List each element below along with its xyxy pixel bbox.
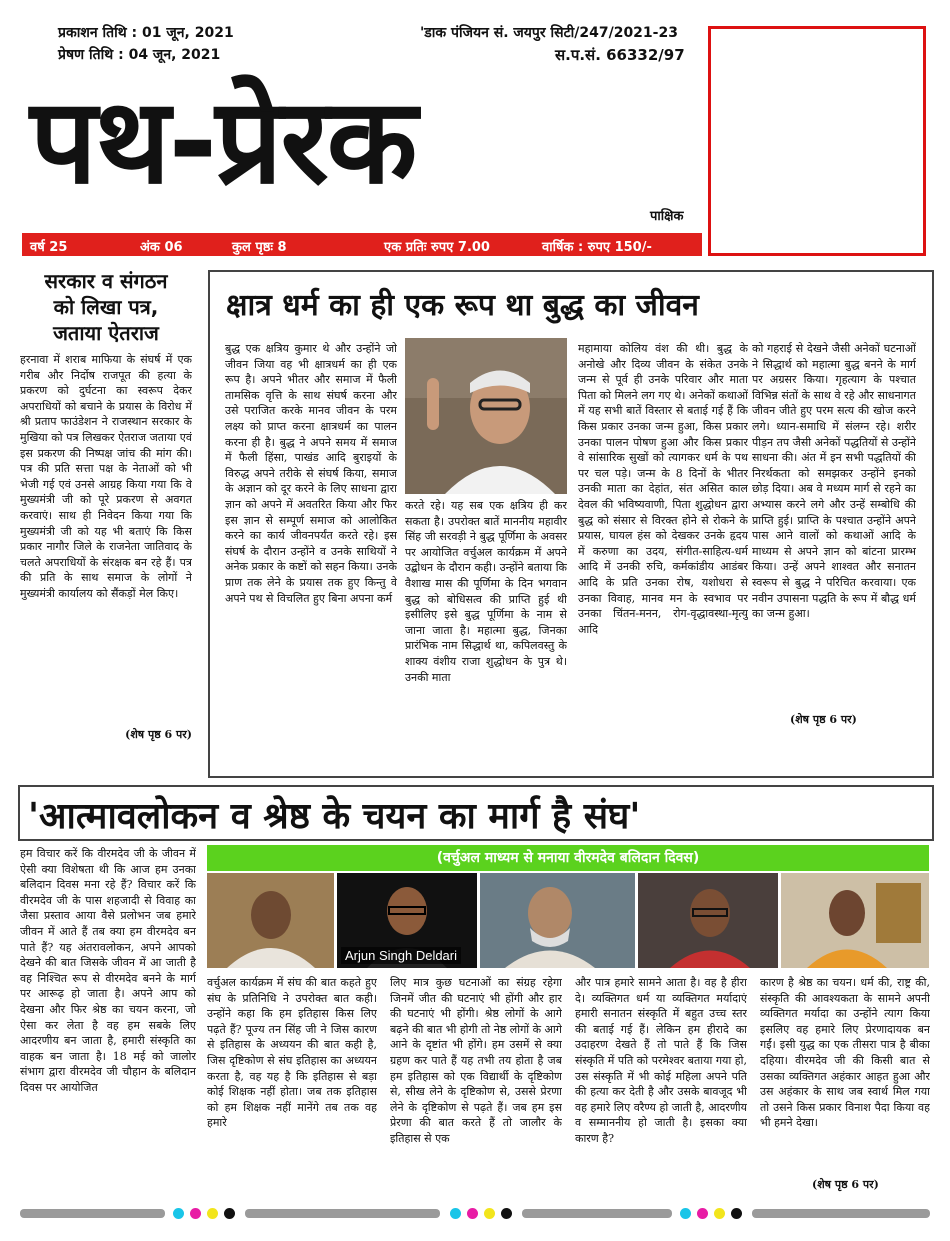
participant-photo-1 bbox=[207, 873, 334, 968]
event-banner: (वर्चुअल माध्यम से मनाया वीरमदेव बलिदान दिवस) bbox=[207, 845, 929, 871]
sps-number: स.प.सं. 66332/97 bbox=[555, 46, 685, 64]
masthead: पथ-प्रेरक bbox=[30, 72, 416, 210]
article-sangh-col2: वर्चुअल कार्यक्रम में संघ की बात कहते हुए संघ के प्रतिनिधि ने उपरोक्त बात कही। उन्होंने कहा कि हम इतिहास किस लिए पढ़ते हैं? पूज्य तन सिंह जी ने जिस कारण से इतिहास के अध्ययन की बात कही है, जिस दृष्टिकोण से संघ इतिहास का अध्ययन करता है, वह यह है कि इतिहास से बड़ा कोई शिक्षक नहीं होता। जब तक इतिहास को हम शिक्षक नहीं मानेंगे तब तक वह हमारे bbox=[207, 976, 377, 1130]
participant-photo-1-illustration bbox=[207, 873, 334, 968]
registration-dot-cyan-2 bbox=[450, 1208, 461, 1219]
publication-date: प्रकाशन तिथि : 01 जून, 2021 bbox=[58, 25, 234, 41]
article-sangh-continued: (शेष पृष्ठ 6 पर) bbox=[812, 1178, 879, 1191]
participant-photo-4 bbox=[638, 873, 778, 968]
sidebar-title-line1: सरकार व संगठन bbox=[44, 269, 168, 293]
annual-label: वार्षिक : रुपए 150/- bbox=[542, 240, 652, 255]
registration-dot-cyan-3 bbox=[680, 1208, 691, 1219]
participant-photo-5-illustration bbox=[781, 873, 929, 968]
article-sangh-col4: और पात्र हमारे सामने आता है। वह है हीरा दे। व्यक्तिगत धर्म या व्यक्तिगत मर्यादाएं हमारी सनातन संस्कृति में बहुत उच्च स्तर की बताई गई हैं। लेकिन हम हीरादे का उदाहरण देखते हैं तो पाते हैं कि जिस संस्कृति में पति को परमेश्वर बताया गया हो, उस संस्कृति में भी कोई महिला अपने पति की हत्या कर देती है और उसके बावजूद भी वह हमारे लिए वरैण्य हो जाती है, आदरणीय व सम्माननीय हो जाती है। इसका क्या कारण है? bbox=[575, 976, 747, 1145]
registration-dot-magenta-2 bbox=[467, 1208, 478, 1219]
article-buddha-headline: क्षात्र धर्म का ही एक रूप था बुद्ध का जीवन bbox=[226, 288, 699, 323]
registration-dot-yellow-3 bbox=[714, 1208, 725, 1219]
sidebar-body: हरनावा में शराब माफिया के संघर्ष में एक गरीब और निर्दोष राजपूत की हत्या के प्रकरण को दुर्घटना का स्वरूप देकर अपराधियों को बचाने के प्रयास के विरोध में श्री प्रताप फाउंडेशन ने राजस्थान सरकार के मुखिया को पत्र लिखकर ऐतराज जताया एवं इस प्रकरण की निष्पक्ष जांच की मांग की। पत्र की प्रति सत्ता पक्ष के नेताओं को भी भेजी गई एवं उनसे आग्रह किया गया कि वे मुख्यमंत्री जी को पूरे प्रकरण से अवगत करवाएं। साथ ही निवेदन किया गया कि मुख्यमंत्री जी को यह भी बताएं कि किस प्रकार नागौर जिले के राजनेता जातिवाद के चलते अपराधियों के संरक्षक बन रहे हैं। पत्र की प्रति के साथ समाज के लोगों ने मुख्यमंत्री कार्यालय को सैंकड़ों मेल किए। bbox=[20, 353, 192, 600]
price-label: एक प्रतिः रुपए 7.00 bbox=[384, 240, 490, 255]
year-label: वर्ष 25 bbox=[30, 240, 68, 255]
article-sangh-headline: 'आत्मावलोकन व श्रेष्ठ के चयन का मार्ग है संघ' bbox=[28, 796, 641, 837]
article-sangh-col1: हम विचार करें कि वीरमदेव जी के जीवन में ऐसी क्या विशेषता थी कि आज हम उनका बलिदान दिवस मना रहे हैं? विचार करें कि वीरमदेव जी के पास शहजादी से विवाह का जैसा प्रस्ताव आया वैसे प्रलोभन जब हमारे जीवन में आते हैं तब क्या हम वीरमदेव बन पाते हैं? यह अंतरावलोकन, अपने आपको देखने की बात जिसके जीवन में आ जाती है वह निश्चित रूप से वीरमदेव बनने के मार्ग पर आरूढ़ हो जाता है। अपने आप को देखना और फिर श्रेष्ठ का चयन करना, जो ऐसा कर लेता है वह हम सबके लिए आदरणीय बन जाता है, हमारी संस्कृति का वाहक बन जाता है। 18 मई को जालोर संभाग द्वारा वीरमदेव जी चौहान के बलिदान दिवस पर आयोजित bbox=[20, 847, 196, 1094]
sidebar-continued: (शेष पृष्ठ 6 पर) bbox=[125, 728, 192, 741]
article-sangh-col3: लिए मात्र कुछ घटनाओं का संग्रह रहेगा जिनमें जीत की घटनाएं भी होंगी और हार की घटनाएं भी होंगी। श्रेष्ठ लोगों के आगे बढ़ने की बात भी होगी तो नेष्ठ लोगों के आगे आने के दृष्टांत भी होंगे। हम उसमें से क्या ग्रहण कर पाते हैं यह तभी तय होता है जब हम इतिहास को एक विद्यार्थी के दृष्टिकोण से, सीख लेने के दृष्टिकोण से, उससे प्रेरणा लेने के दृष्टिकोण से पढ़ते हैं। जब हम इस प्रेरणा की बात करते हैं तो जालौर के इतिहास से एक bbox=[390, 976, 562, 1145]
registration-dot-yellow-2 bbox=[484, 1208, 495, 1219]
sidebar-title-line3: जताया ऐतराज bbox=[53, 321, 159, 345]
registration-dot-magenta-3 bbox=[697, 1208, 708, 1219]
print-strip-mid1 bbox=[245, 1209, 440, 1218]
frequency-label: पाक्षिक bbox=[650, 209, 684, 224]
article-buddha-continued: (शेष पृष्ठ 6 पर) bbox=[790, 713, 857, 726]
sidebar-title-line2: को लिखा पत्र, bbox=[53, 295, 159, 319]
issue-label: अंक 06 bbox=[140, 240, 183, 255]
registration-dot-cyan bbox=[173, 1208, 184, 1219]
postal-registration: 'डाक पंजियन सं. जयपुर सिटी/247/2021-23 bbox=[420, 25, 678, 41]
registration-dot-black-3 bbox=[731, 1208, 742, 1219]
participant-name-tag: Arjun Singh Deldari bbox=[341, 947, 461, 964]
article-buddha-col4: को गहराई से देखने जैसी अनेकों घटनाओं ने सिद्धार्थ को महात्मा बुद्ध बनने के मार्ग पर अग्रसर किया। गृहत्याग के पश्चात विभिन्न संतों के साथ वे रहे और साधनागत जीवन जीते हुए परम सत्य की खोज करने लगे। ध्यान-समाधि में संलग्न रहे। शरीर पीड़न तप जैसी अनेकों पद्धतियों से उन्होंने साधना की। अंत में इन सभी पद्धतियों की निरर्थकता को समझकर उन्होंने इनको छोड़ दिया। अब वे मध्यम मार्ग से रहने का अभ्यास करने लगे और उन्हें सम्बोधि की प्राप्ति हुई। प्राप्ति के पश्चात उन्होंने अपने पास आने वालों को कथाओं आदि के माध्यम से अपने ज्ञान को बांटना प्रारम्भ किया। उन्हें अपने शाश्वत और सनातन स्वरूप से बुद्ध ने परिचित करवाया। एक नवीन उपासना पद्धति के रूप में बौद्ध धर्म का जन्म हुआ। bbox=[752, 342, 916, 621]
speaker-photo bbox=[405, 338, 567, 494]
sidebar-article bbox=[20, 268, 192, 742]
registration-dot-yellow bbox=[207, 1208, 218, 1219]
participant-photo-3-illustration bbox=[480, 873, 635, 968]
address-box bbox=[708, 26, 926, 256]
speaker-photo-illustration bbox=[405, 338, 567, 494]
participant-photo-3 bbox=[480, 873, 635, 968]
registration-dot-black bbox=[224, 1208, 235, 1219]
participant-photo-2 bbox=[337, 873, 477, 968]
issue-info-bar bbox=[22, 233, 702, 256]
participant-photo-4-illustration bbox=[638, 873, 778, 968]
print-strip-left bbox=[20, 1209, 165, 1218]
article-sangh-col5: कारण है श्रेष्ठ का चयन। धर्म की, राष्ट्र की, संस्कृति की आवश्यकता के सामने अपनी व्यक्तिगत मर्यादा का उन्होंने त्याग किया इसलिए वह हमारे लिए प्रेरणादायक बन गईं। इसी युद्ध का एक तीसरा पात्र है बीका दहिया। वीरमदेव जी की किसी बात से उसका व्यक्तिगत अहंकार आहत हुआ और उस अहंकार के साथ जब स्वार्थ मिल गया तो उसने किस प्रकार विनाश पैदा किया वह भी हमने देखा। bbox=[760, 976, 930, 1130]
article-buddha-col1: बुद्ध एक क्षत्रिय कुमार थे और उन्होंने जो जीवन जिया वह भी क्षात्रधर्म का ही एक रूप है। अपने भीतर और समाज में फैली तामसिक वृत्ति के साथ संघर्ष करना और उसे पराजित करके मानव जीवन के परम लक्ष्य को प्राप्त करना क्षात्रधर्म का पालन करना ही है। बुद्ध ने अपने समय में समाज में फैली हिंसा, पाखंड आदि बुराइयों के विरुद्ध अपने तरीके से संघर्ष किया, समाज के अज्ञान को दूर करने के लिए साधना द्वारा ज्ञान को अपने में अवतरित किया और फिर इस ज्ञान से सम्पूर्ण समाज को आलोकित करने का कार्य जीवनपर्यंत करते रहे। इस संघर्ष के दौरान उन्होंने व उनके साथियों ने अनेक प्रकार के कष्टों को सहन किया। उनके प्राण तक लेने के प्रयास तक हुए किन्तु वे अपने पथ से विचलित हुए बिना अपना कर्म bbox=[225, 342, 397, 605]
pages-label: कुल पृष्ठः 8 bbox=[232, 240, 287, 255]
article-buddha-col3: महामाया कोलिय वंश की थी। बुद्ध के अनोखे और दिव्य जीवन के संकेत उनके जन्म से पूर्व ही उनके परिवार और माता पिता को मिलने लग गए थे। अनेकों कथाओं में यह सभी बातें विस्तार से बताई गई हैं कि किस प्रकार उनका जन्म हुआ, किस प्रकार उनका पालन पोषण हुआ और किस प्रकार वे सांसारिक सुखों को त्यागकर धर्म के पथ पर चल पड़े। जन्म के 8 दिनों के भीतर उनकी माता का देहांत, संत असित काल देवल की भविष्यवाणी, पिता शुद्धोधन द्वारा बुद्ध को संसार से विरक्त होने से रोकने के प्रयास, घायल हंस को देखकर उनके हृदय में करुणा का उदय, संगीत-साहित्य-धर्म आदि में उनकी रुचि, कर्मकांडीय आडंबर आदि के प्रति उनका रोष, यशोधरा से उनका विवाह, मानव मन के स्वभाव पर उनका चिंतन-मनन, रोग-वृद्धावस्था-मृत्यु आदि bbox=[578, 342, 748, 636]
print-strip-mid2 bbox=[522, 1209, 672, 1218]
registration-dot-magenta bbox=[190, 1208, 201, 1219]
print-strip-right bbox=[752, 1209, 930, 1218]
registration-dot-black-2 bbox=[501, 1208, 512, 1219]
article-buddha-col2: करते रहे। यह सब एक क्षत्रिय ही कर सकता है। उपरोक्त बातें माननीय महावीर सिंह जी सरवड़ी ने बुद्ध पूर्णिमा के अवसर पर आयोजित वर्चुअल कार्यक्रम में अपने उद्बोधन के दौरान कही। उन्होंने बताया कि वैशाख मास की पूर्णिमा के दिन भगवान बुद्ध को बोधिसत्व की प्राप्ति हुई थी इसीलिए इसे बुद्ध पूर्णिमा के नाम से जाना जाता है। महात्मा बुद्ध, जिनका प्रारंभिक नाम सिद्धार्थ था, कपिलवस्तु के शाक्य वंशीय राजा शुद्धोधन के पुत्र थे। उनकी माता bbox=[405, 499, 567, 684]
dispatch-date: प्रेषण तिथि : 04 जून, 2021 bbox=[58, 47, 221, 63]
participant-photo-5 bbox=[781, 873, 929, 968]
